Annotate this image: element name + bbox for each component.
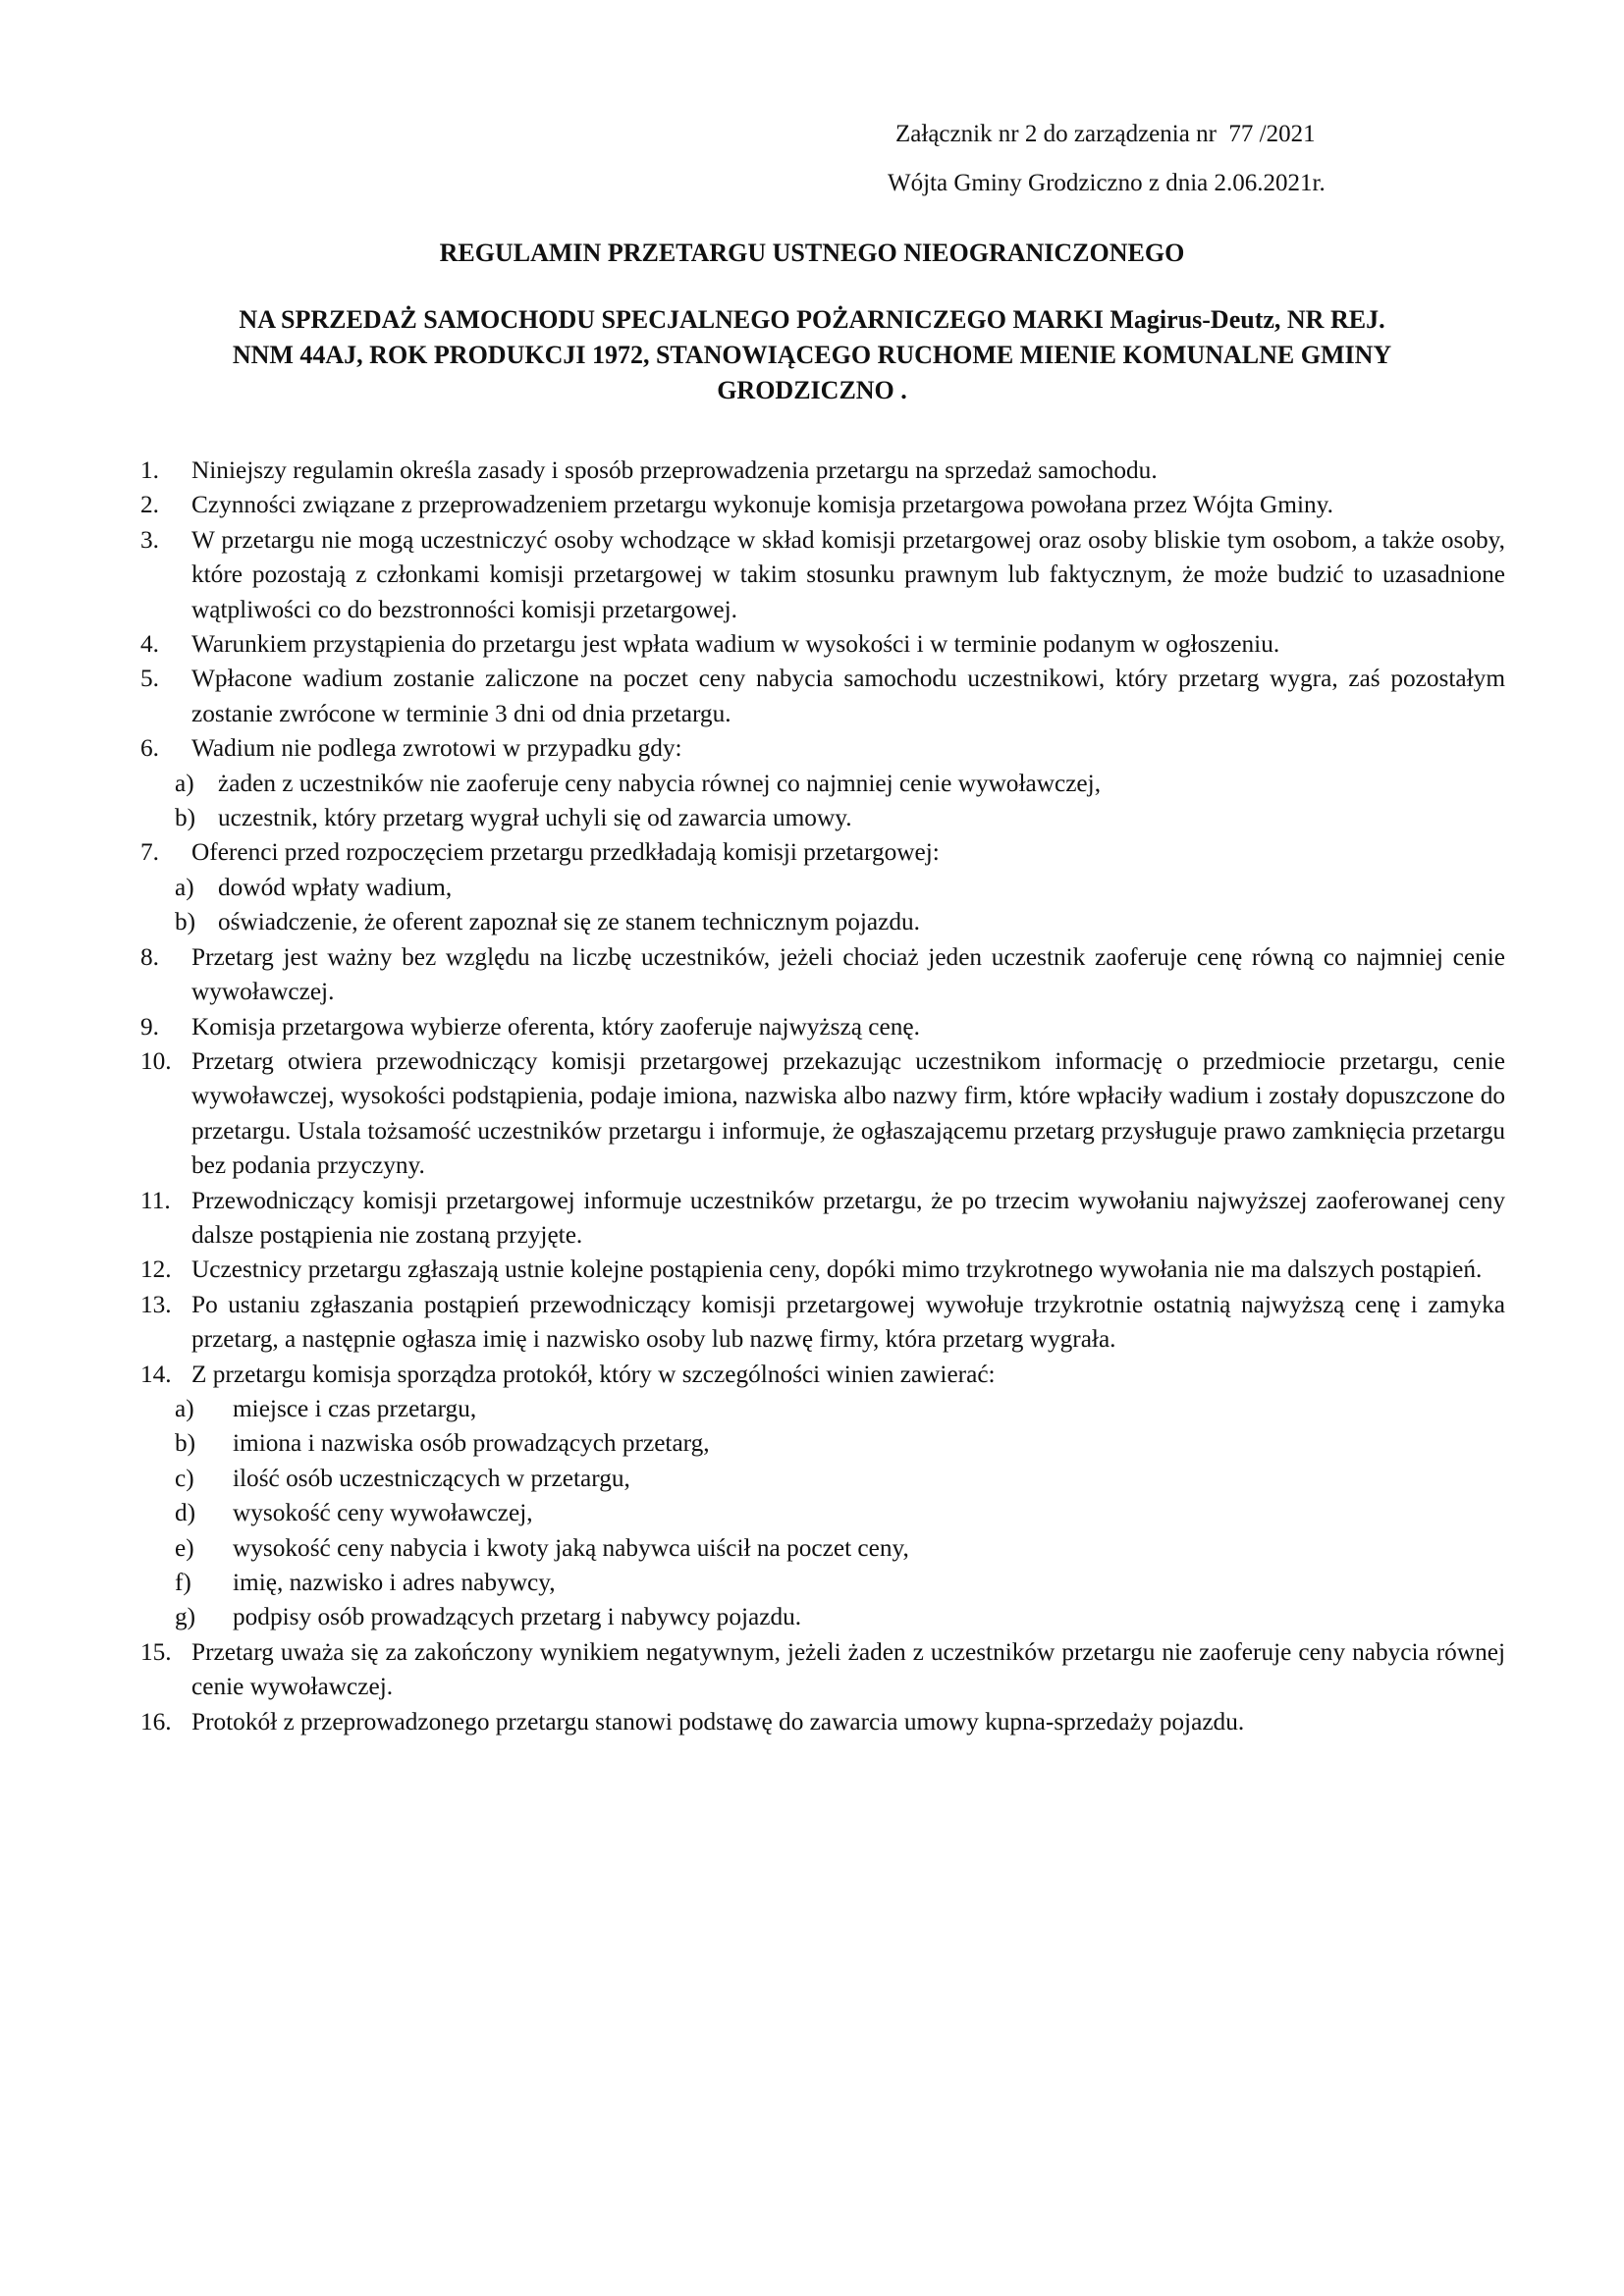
list-item — [140, 940, 1505, 1010]
list-item — [140, 627, 1505, 662]
list-item — [140, 454, 1505, 488]
item-number: 5. — [140, 665, 159, 693]
item-text: Wadium nie podlega zwrotowi w przypadku gdy: — [191, 734, 682, 763]
sub-item — [140, 1496, 1505, 1530]
annex-reference-line: Załącznik nr 2 do zarządzenia nr 77 /2021 — [895, 121, 1316, 147]
item-text: Przetarg jest ważny bez względu na liczbę uczestników, jeżeli chociaż jeden uczestnik zaoferuje cenę równą co najmniej cenie wywoławczej. — [191, 942, 1505, 1006]
item-number: 16. — [140, 1707, 172, 1735]
list-item — [140, 1358, 1505, 1392]
item-number: 12. — [140, 1255, 172, 1284]
annex-issuer-date-line: Wójta Gminy Grodziczno z dnia 2.06.2021r. — [888, 170, 1326, 196]
item-text: Komisja przetargowa wybierze oferenta, który zaoferuje najwyższą cenę. — [191, 1012, 920, 1041]
item-number: 6. — [140, 734, 159, 763]
sub-item — [140, 1531, 1505, 1566]
item-number: 7. — [140, 838, 159, 867]
sub-item-text: uczestnik, który przetarg wygrał uchyli się od zawarcia umowy. — [218, 804, 852, 832]
item-text: Czynności związane z przeprowadzeniem przetargu wykonuje komisja przetargowa powołana przez Wójta Gminy. — [191, 491, 1333, 519]
sub-item-text: miejsce i czas przetargu, — [233, 1394, 477, 1422]
item-text: Przetarg uważa się za zakończony wynikiem negatywnym, jeżeli żaden z uczestników przetargu nie zaoferuje ceny nabycia równej cenie wywoławczej. — [191, 1637, 1505, 1701]
list-item — [140, 523, 1505, 627]
list-item — [140, 662, 1505, 731]
sub-item-text: wysokość ceny wywoławczej, — [233, 1499, 533, 1527]
sub-item-text: imię, nazwisko i adres nabywcy, — [233, 1569, 556, 1596]
item-text: Warunkiem przystąpienia do przetargu jest wpłata wadium w wysokości i w terminie podanym w ogłoszeniu. — [191, 630, 1280, 659]
sub-item — [140, 1426, 1505, 1461]
item-text: Z przetargu komisja sporządza protokół, który w szczególności winien zawierać: — [191, 1360, 996, 1388]
sub-item-letter: a) — [175, 873, 194, 901]
sub-item-text: wysokość ceny nabycia i kwoty jaką nabywca uiścił na poczet ceny, — [233, 1533, 909, 1562]
sub-item — [140, 871, 1505, 905]
item-number: 8. — [140, 942, 159, 971]
sub-item-text: ilość osób uczestniczących w przetargu, — [233, 1464, 630, 1492]
item-number: 15. — [140, 1637, 172, 1666]
sub-item-text: oświadczenie, że oferent zapoznał się ze stanem technicznym pojazdu. — [218, 908, 920, 936]
item-text: Niniejszy regulamin określa zasady i sposób przeprowadzenia przetargu na sprzedaż samochodu. — [191, 456, 1158, 484]
sub-item — [140, 801, 1505, 835]
sub-item — [140, 1566, 1505, 1600]
list-item — [140, 1253, 1505, 1287]
sub-item — [140, 1392, 1505, 1426]
sub-item-letter: e) — [175, 1533, 194, 1562]
item-number: 9. — [140, 1012, 159, 1041]
document-subtitle: NA SPRZEDAŻ SAMOCHODU SPECJALNEGO POŻARNICZEGO MARKI Magirus-Deutz, NR REJ. NNM 44AJ, ROK PRODUKCJI 1972, STANOWIĄCEGO RUCHOME MIENIE KOMUNALNE GMINY GRODZICZNO . — [232, 305, 1392, 404]
list-item — [140, 835, 1505, 870]
sub-item-letter: b) — [175, 804, 196, 832]
sub-item — [140, 1462, 1505, 1496]
item-number: 13. — [140, 1290, 172, 1318]
regulation-list — [140, 454, 1505, 1739]
list-item — [140, 731, 1505, 766]
list-item — [140, 1044, 1505, 1184]
list-item — [140, 1635, 1505, 1705]
item-number: 14. — [140, 1360, 172, 1388]
item-text: Protokół z przeprowadzonego przetargu stanowi podstawę do zawarcia umowy kupna-sprzedaży pojazdu. — [191, 1707, 1245, 1735]
item-number: 10. — [140, 1046, 172, 1075]
list-item — [140, 1705, 1505, 1739]
item-text: Przewodniczący komisji przetargowej informuje uczestników przetargu, że po trzecim wywołaniu najwyższej zaoferowanej ceny dalsze postąpienia nie zostaną przyjęte. — [191, 1186, 1505, 1249]
sub-item-letter: f) — [175, 1569, 191, 1596]
sub-item-letter: b) — [175, 908, 196, 936]
document-title: REGULAMIN PRZETARGU USTNEGO NIEOGRANICZONEGO — [439, 239, 1185, 267]
item-number: 1. — [140, 456, 159, 484]
list-item — [140, 1010, 1505, 1044]
item-number: 2. — [140, 491, 159, 519]
sub-item-letter: a) — [175, 769, 194, 797]
sub-item-letter: g) — [175, 1603, 196, 1631]
item-text: W przetargu nie mogą uczestniczyć osoby wchodzące w skład komisji przetargowej oraz osoby bliskie tym osobom, a także osoby, które pozostają z członkami komisji przetargowej w takim stosunku prawnym lub faktycznym, że może budzić to uzasadnione wątpliwości co do bezstronności komisji przetargowej. — [191, 525, 1505, 623]
list-item — [140, 1184, 1505, 1254]
sub-item-letter: b) — [175, 1429, 196, 1458]
sub-item — [140, 905, 1505, 939]
sub-item-text: imiona i nazwiska osób prowadzących przetarg, — [233, 1429, 710, 1458]
sub-item-letter: c) — [175, 1464, 194, 1492]
item-number: 11. — [140, 1186, 171, 1214]
item-number: 4. — [140, 630, 159, 659]
sub-item-letter: a) — [175, 1394, 194, 1422]
sub-item — [140, 1600, 1505, 1634]
item-text: Wpłacone wadium zostanie zaliczone na poczet ceny nabycia samochodu uczestnikowi, który przetarg wygra, zaś pozostałym zostanie zwrócone w terminie 3 dni od dnia przetargu. — [191, 665, 1505, 727]
list-item — [140, 1288, 1505, 1358]
sub-item-text: żaden z uczestników nie zaoferuje ceny nabycia równej co najmniej cenie wywoławczej, — [218, 769, 1102, 797]
item-text: Po ustaniu zgłaszania postąpień przewodniczący komisji przetargowej wywołuje trzykrotnie ostatnią najwyższą cenę i zamyka przetarg, a następnie ogłasza imię i nazwisko osoby lub nazwę firmy, która przetarg wygrała. — [191, 1290, 1505, 1354]
item-number: 3. — [140, 525, 159, 554]
sub-item — [140, 767, 1505, 801]
item-text: Oferenci przed rozpoczęciem przetargu przedkładają komisji przetargowej: — [191, 838, 940, 867]
sub-item-text: podpisy osób prowadzących przetarg i nabywcy pojazdu. — [233, 1603, 802, 1631]
item-text: Uczestnicy przetargu zgłaszają ustnie kolejne postąpienia ceny, dopóki mimo trzykrotnego wywołania nie ma dalszych postąpień. — [191, 1255, 1483, 1284]
item-text: Przetarg otwiera przewodniczący komisji przetargowej przekazując uczestnikom informację o przedmiocie przetargu, cenie wywoławczej, wysokości podstąpienia, podaje imiona, nazwiska albo nazwy firm, które wpłaciły wadium i zostały dopuszczone do przetargu. Ustala tożsamość uczestników przetargu i informuje, że ogłaszającemu przetarg przysługuje prawo zamknięcia przetargu bez podania przyczyny. — [191, 1046, 1505, 1180]
sub-item-text: dowód wpłaty wadium, — [218, 873, 453, 901]
sub-item-letter: d) — [175, 1499, 196, 1527]
list-item — [140, 488, 1505, 522]
